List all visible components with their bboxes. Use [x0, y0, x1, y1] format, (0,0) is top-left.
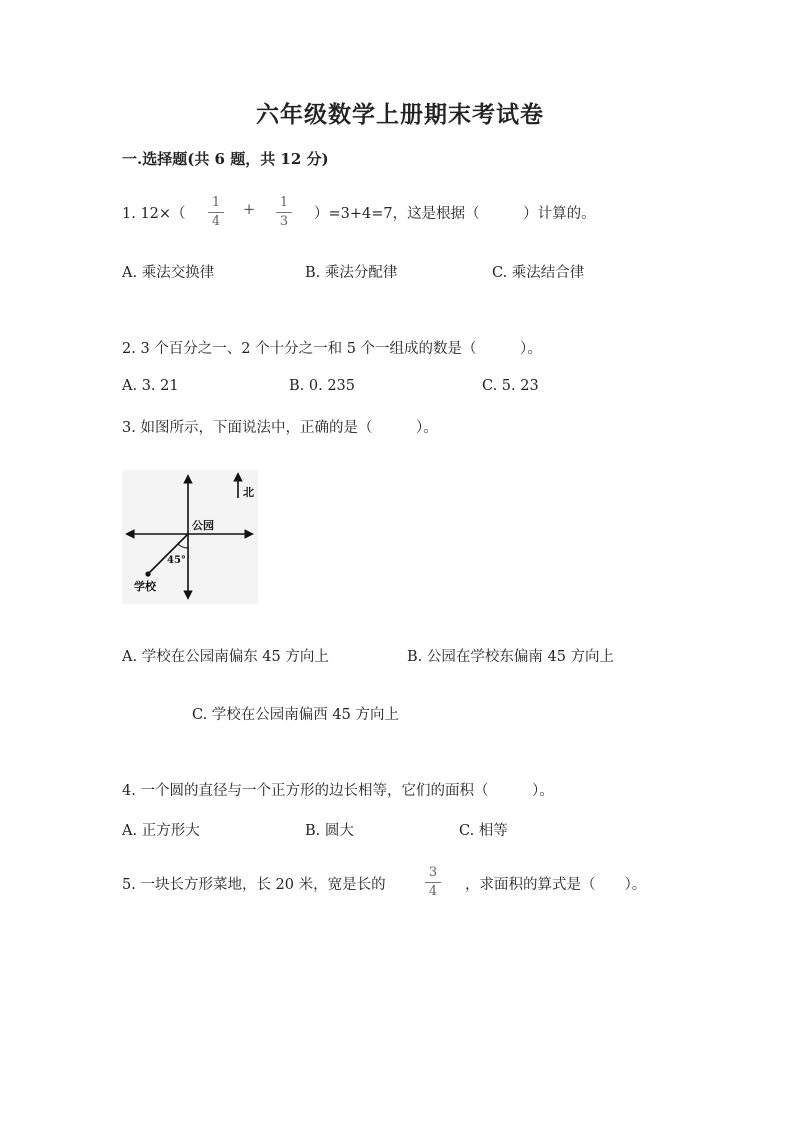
fraction-bar: [276, 212, 292, 213]
q1-plus: +: [243, 202, 256, 218]
q1-option-b: B. 乘法分配律: [305, 265, 398, 281]
q1-frac2-numerator: 1: [279, 195, 289, 210]
q5-frac-numerator: 3: [428, 865, 438, 880]
direction-figure: [122, 470, 258, 604]
section-heading: 一.选择题(共 6 题，共 12 分): [122, 150, 329, 168]
q4-option-c: C. 相等: [459, 823, 508, 839]
q1-frac1-denominator: 4: [211, 214, 221, 229]
park-label: 公园: [192, 519, 214, 532]
q5-fraction: [425, 865, 441, 900]
q5-prefix: 5. 一块长方形菜地，长 20 米，宽是长的: [122, 877, 386, 893]
q2-option-a: A. 3. 21: [122, 378, 179, 394]
q1-suffix: ）=3+4=7，这是根据（ ）计算的。: [314, 206, 596, 222]
q1-option-c: C. 乘法结合律: [492, 265, 585, 281]
q1-frac1-numerator: 1: [211, 195, 221, 210]
q1-prefix: 1. 12×（: [122, 206, 186, 222]
fraction-bar: [425, 882, 441, 883]
q5-suffix: ，求面积的算式是（ ）。: [465, 877, 647, 893]
q1-fraction-1: [208, 195, 224, 230]
q3-option-a: A. 学校在公园南偏东 45 方向上: [122, 649, 329, 665]
direction-diagram: [122, 470, 258, 604]
q2-option-b: B. 0. 235: [289, 378, 355, 394]
q3-option-c: C. 学校在公园南偏西 45 方向上: [192, 707, 399, 723]
q1-frac2-denominator: 3: [279, 214, 289, 229]
school-point: [145, 571, 150, 576]
q3-option-b: B. 公园在学校东偏南 45 方向上: [407, 649, 615, 665]
angle-arc: [178, 544, 188, 548]
q1-option-a: A. 乘法交换律: [122, 265, 215, 281]
north-label: 北: [243, 486, 254, 499]
page-title: 六年级数学上册期末考试卷: [256, 101, 544, 128]
school-line: [148, 534, 188, 574]
q3-text: 3. 如图所示，下面说法中，正确的是（ ）。: [122, 420, 438, 436]
fraction-bar: [208, 212, 224, 213]
q4-option-a: A. 正方形大: [122, 823, 200, 839]
q1-fraction-2: [276, 195, 292, 230]
q5-frac-denominator: 4: [428, 884, 438, 899]
q4-option-b: B. 圆大: [305, 823, 354, 839]
school-label: 学校: [134, 580, 156, 593]
q2-text: 2. 3 个百分之一、2 个十分之一和 5 个一组成的数是（ ）。: [122, 341, 542, 357]
q4-text: 4. 一个圆的直径与一个正方形的边长相等，它们的面积（ ）。: [122, 783, 554, 799]
angle-label: 45°: [167, 555, 186, 566]
q2-option-c: C. 5. 23: [482, 378, 539, 394]
